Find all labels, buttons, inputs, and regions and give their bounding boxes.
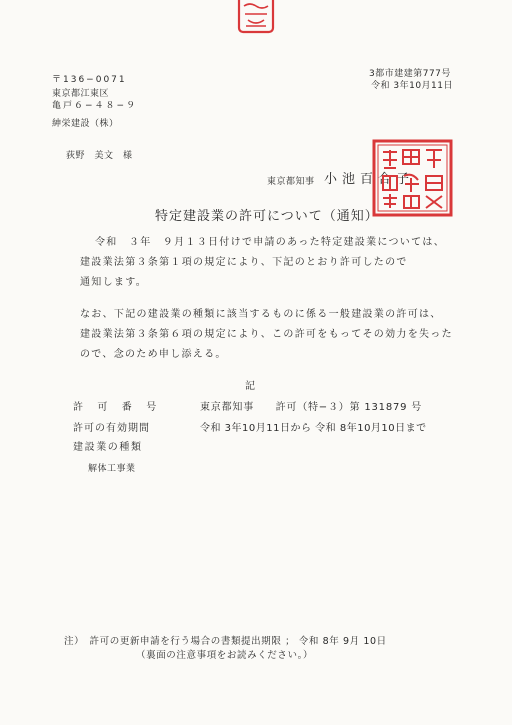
permit-number-value: 東京都知事 許可（特−３）第 131879 号 xyxy=(200,402,423,413)
ki-heading: 記 xyxy=(245,381,255,392)
company-name: 紳栄建設（株） xyxy=(52,119,119,129)
document-number: 3都市建建第777号 xyxy=(369,69,451,79)
address-line-1: 東京都江東区 xyxy=(52,89,110,99)
document-title: 特定建設業の許可について（通知） xyxy=(155,209,379,224)
paragraph-1-line-3: 通知します。 xyxy=(80,277,147,288)
paragraph-1-line-1: 令和 ３年 ９月１３日付けで申請のあった特定建設業については、 xyxy=(95,237,445,248)
governor-official-seal xyxy=(371,138,454,218)
paragraph-2-line-3: ので、念のため申し添える。 xyxy=(80,349,227,360)
issuer-name: 小池百合子 xyxy=(324,172,415,187)
address-line-2: 亀戸６−４８−９ xyxy=(52,101,138,111)
validity-period-value: 令和 3年10月11日から 令和 8年10月10日まで xyxy=(200,423,427,434)
paragraph-2-line-2: 建設業法第３条第６項の規定により、この許可をもってその効力を失った xyxy=(80,329,453,340)
recipient-name: 荻野 美文 様 xyxy=(66,151,133,161)
paragraph-2-line-1: なお、下記の建設業の種類に該当するものに係る一般建設業の許可は、 xyxy=(80,309,442,320)
document-date: 令和 3年10月11日 xyxy=(371,81,453,91)
business-type-value: 解体工事業 xyxy=(88,464,136,474)
renewal-note-line-1: 注） 許可の更新申請を行う場合の書類提出期限 ； 令和 8年 9月 10日 xyxy=(64,636,387,647)
postal-code: 〒136−0071 xyxy=(52,75,127,85)
permit-number-label: 許 可 番 号 xyxy=(73,402,159,413)
receipt-seal-stamp xyxy=(236,0,276,34)
validity-period-label: 許可の有効期間 xyxy=(73,423,150,434)
renewal-note-line-2: （裏面の注意事項をお読みください。） xyxy=(136,650,314,661)
issuer-title: 東京都知事 xyxy=(267,177,315,187)
paragraph-1-line-2: 建設業法第３条第１項の規定により、下記のとおり許可したので xyxy=(80,257,408,268)
business-type-label: 建設業の種類 xyxy=(73,442,143,453)
